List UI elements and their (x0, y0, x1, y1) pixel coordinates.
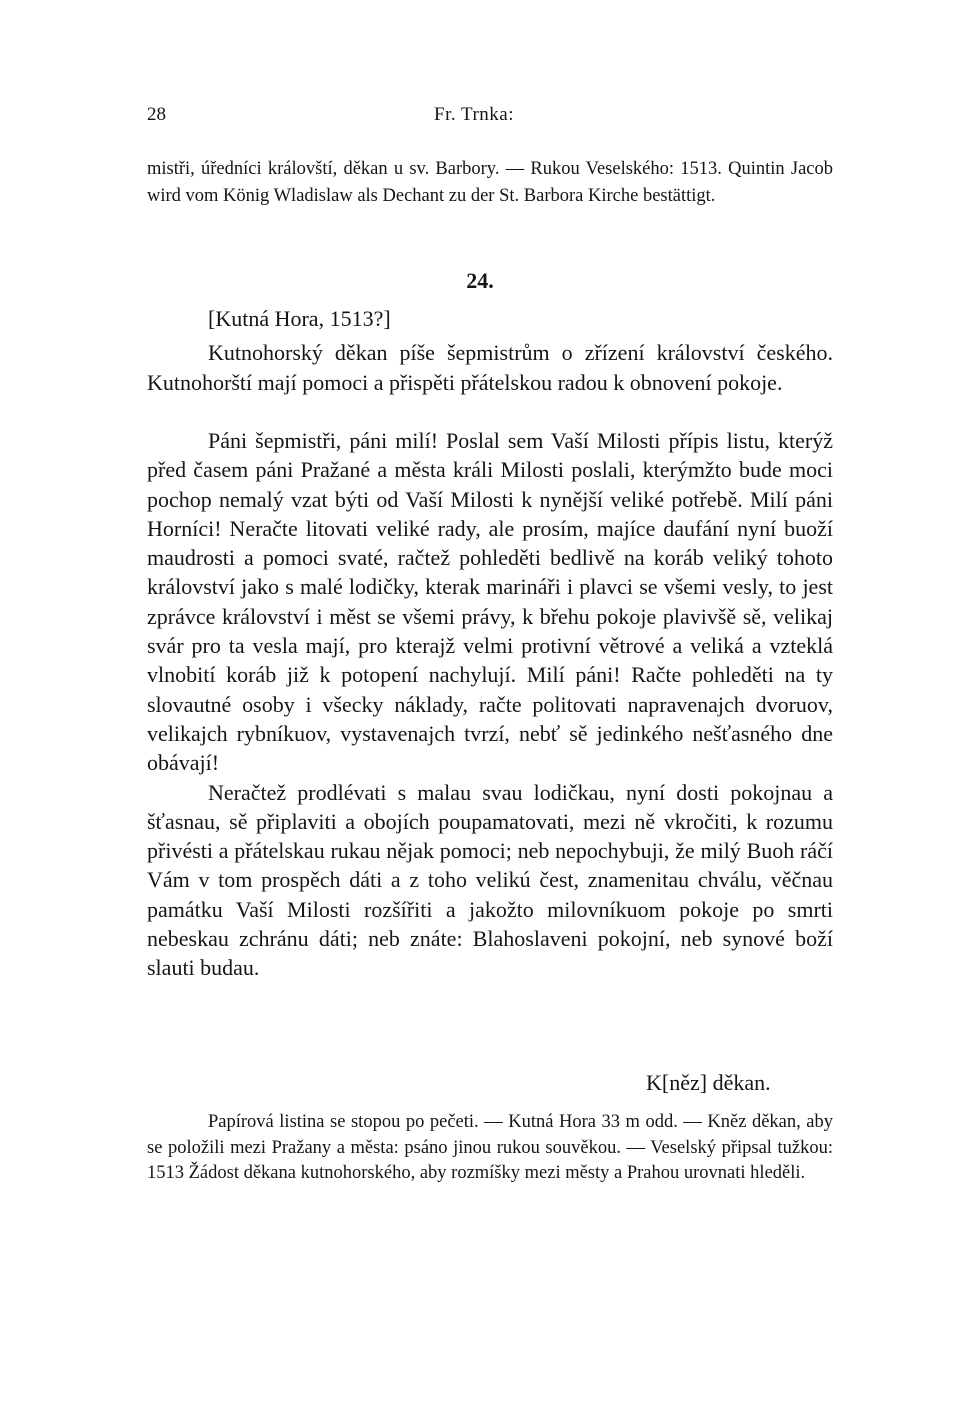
page-number: 28 (147, 104, 166, 125)
archival-note: Papírová listina se stopou po pečeti. — Kutná Hora 33 m odd. — Kněz děkan, aby se položili mezi Pražany a města: psáno jinou rukou souvěkou. — Veselský připsal tužkou: 1513 Žádost děkana kutnohorského, aby rozmíšky mezi městy a Prahou urovnati hleděli. (147, 1112, 833, 1183)
page-header (147, 104, 833, 130)
letter-paragraph: Neračtež prodlévati s malau svau lodičkau, nyní dosti pokojnau a šťasnau, sě připlaviti a obojích poupamatovati, mezi ně vkročiti, k rozumu přivésti a přátelskau rukau nějak pomoci; neb nepochybuji, že milý Buoh ráčí Vám v tom prospěch dáti a z toho velikú čest, znamenitau chválu, věčnau památku Vaší Milosti rozšířiti a jakožto milovníkuom pokoje po smrti nebeskau zchránu dáti; neb znáte: Blahoslaveni pokojní, neb synové boží slauti budau. (147, 779, 833, 981)
letter-body (147, 426, 833, 983)
document-regest: Kutnohorský děkan píše šepmistrům o zřízení království českého. Kutnohorští mají pomoci a přispěti přátelskou radou k obnovení pokoje. (147, 340, 833, 395)
previous-entry-note: mistři, úředníci královští, děkan u sv. Barbory. — Rukou Veselského: 1513. Quintin Jacob wird vom König Wladislaw als Dechant zu der St. Barbora Kirche bestättigt. (147, 159, 833, 206)
running-head: Fr. Trnka: (434, 104, 514, 125)
letter-paragraph: Páni šepmistři, páni milí! Poslal sem Vaší Milosti přípis listu, kterýž před časem páni Pražané a města králi Milosti poslali, kterýmžto bude moci pochop nemalý vzat býti od Vaší Milosti k nynější veliké potřebě. Milí páni Horníci! Neračte litovati veliké rady, ale prosím, majíce daufání nyní buoží maudrosti a pomoci svaté, račtež pohleděti bedlivě na koráb veliký tohoto království jako s malé lodičky, kterak marináři i plavci se všemi vesly, to jest zprávce království i měst se všemi právy, k břehu pokoje plavivšě sě, velikaj svár pro ta vesla mají, pro kterajž velmi protivní větrové a veliká a vzteklá vlnobití koráb již k potopení nachylují. Milí páni! Račte pohleděti na ty slovautné osoby i všecky náklady, račte politovati napravenajch dvoruov, velikajch rybníkuov, vystavenajch tvrzí, nebť sě jedinkého nešťasného dne obávají! (147, 428, 833, 776)
document-number: 24. (466, 268, 494, 293)
letter-signature: K[něz] děkan. (646, 1070, 771, 1095)
document-dateline: [Kutná Hora, 1513?] (208, 306, 391, 331)
